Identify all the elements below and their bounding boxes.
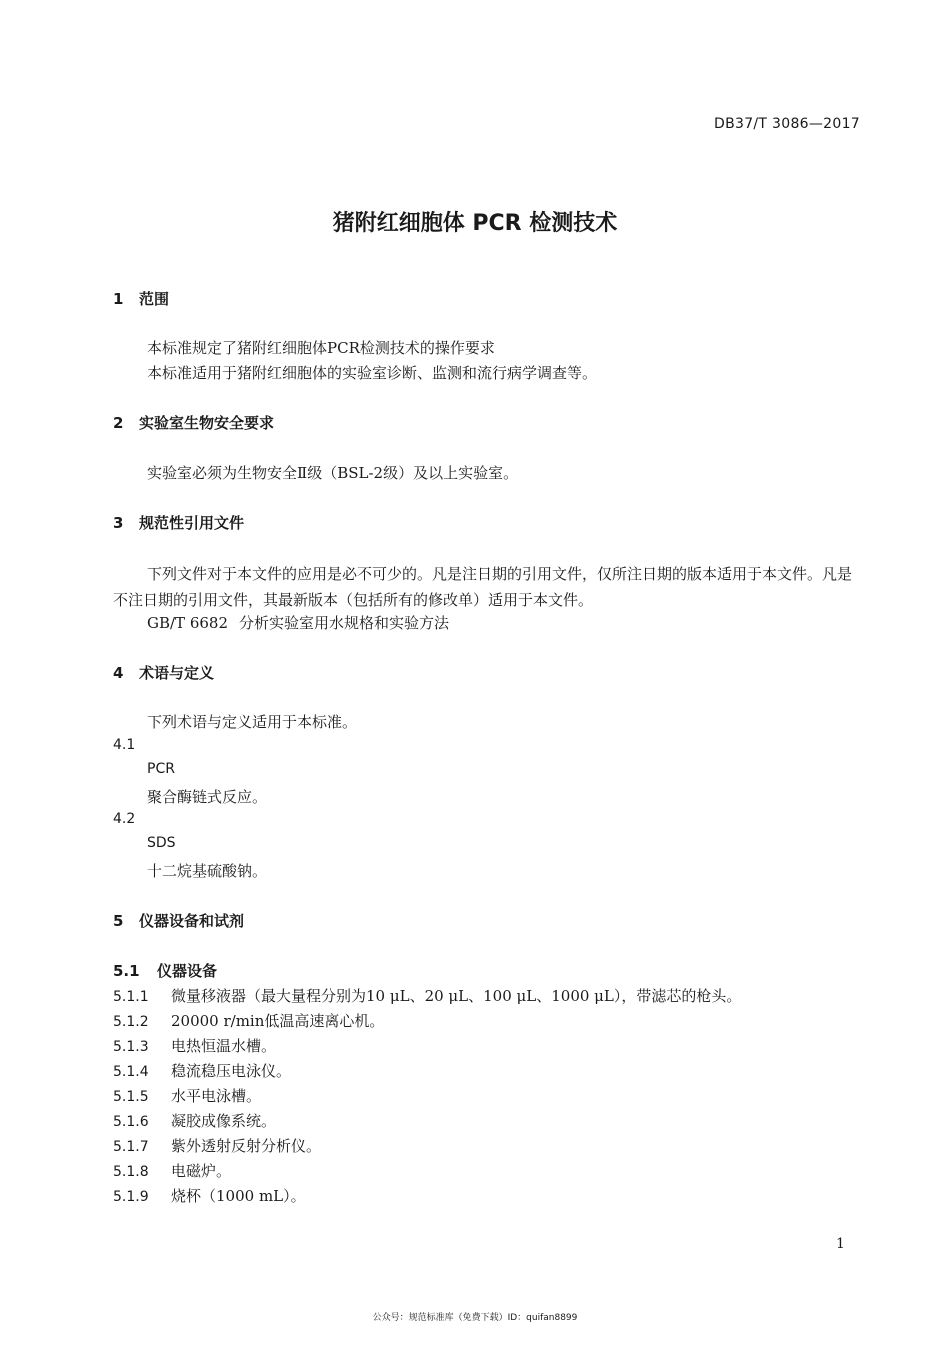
item-text: 紫外透射反射分析仪。	[171, 1137, 322, 1155]
section-title: 实验室生物安全要求	[139, 414, 275, 432]
item-number: 5.1.7	[113, 1139, 149, 1155]
document-title: 猪附红细胞体 PCR 检测技术	[332, 211, 618, 236]
subsection-title: 仪器设备	[157, 962, 218, 980]
section-title: 术语与定义	[139, 664, 215, 682]
item-number: 5.1.3	[113, 1039, 149, 1055]
list-item	[113, 1060, 291, 1081]
reference-title: 分析实验室用水规格和实验方法	[239, 614, 450, 632]
section-4-heading	[113, 662, 214, 683]
section-number: 5	[113, 912, 124, 930]
item-text: 凝胶成像系统。	[171, 1112, 277, 1130]
item-text: 稳流稳压电泳仪。	[171, 1062, 292, 1080]
term-name: PCR	[147, 761, 175, 777]
item-number: 5.1.5	[113, 1089, 149, 1105]
paragraph: 下列文件对于本文件的应用是必不可少的。凡是注日期的引用文件，仅所注日期的版本适用于本文件。凡是不注日期的引用文件，其最新版本（包括所有的修改单）适用于本文件。	[113, 565, 853, 609]
item-number: 5.1.9	[113, 1189, 149, 1205]
section-1-heading	[113, 288, 169, 309]
section-title: 规范性引用文件	[139, 514, 245, 532]
item-text: 微量移液器（最大量程分别为10 μL、20 μL、100 μL、1000 μL），带滤芯的枪头。	[171, 987, 742, 1005]
footer-watermark: 公众号：规范标准库（免费下载）ID：quifan8899	[372, 1313, 578, 1323]
item-text: 电磁炉。	[171, 1162, 232, 1180]
normative-reference	[147, 612, 449, 633]
term-number: 4.2	[113, 811, 136, 827]
item-text: 20000 r/min低温高速离心机。	[171, 1012, 385, 1030]
term-name: SDS	[147, 835, 176, 851]
subsection-heading	[113, 960, 217, 981]
list-item	[113, 985, 741, 1006]
section-number: 3	[113, 514, 124, 532]
section-title: 范围	[139, 290, 170, 308]
section-number: 1	[113, 290, 124, 308]
item-text: 烧杯（1000 mL）。	[171, 1187, 306, 1205]
section-title: 仪器设备和试剂	[139, 912, 245, 930]
item-number: 5.1.8	[113, 1164, 149, 1180]
list-item	[113, 1035, 276, 1056]
item-text: 水平电泳槽。	[171, 1087, 262, 1105]
section-3-heading	[113, 512, 244, 533]
list-item	[113, 1160, 231, 1181]
list-item	[113, 1185, 306, 1206]
section-5-heading	[113, 910, 244, 931]
item-number: 5.1.2	[113, 1014, 149, 1030]
list-item	[113, 1085, 261, 1106]
section-2-heading	[113, 412, 274, 433]
term-definition: 聚合酶链式反应。	[147, 788, 268, 806]
list-item	[113, 1010, 384, 1031]
item-number: 5.1.1	[113, 989, 149, 1005]
reference-code: GB/T 6682	[147, 614, 229, 632]
subsection-number: 5.1	[113, 962, 140, 980]
paragraph: 本标准适用于猪附红细胞体的实验室诊断、监测和流行病学调查等。	[147, 364, 598, 382]
list-item	[113, 1135, 321, 1156]
paragraph: 实验室必须为生物安全Ⅱ级（BSL-2级）及以上实验室。	[147, 464, 519, 482]
item-number: 5.1.6	[113, 1114, 149, 1130]
page-number: 1	[836, 1236, 845, 1252]
list-item	[113, 1110, 276, 1131]
term-definition: 十二烷基硫酸钠。	[147, 862, 268, 880]
standard-number: DB37/T 3086—2017	[714, 116, 860, 132]
paragraph: 下列术语与定义适用于本标准。	[147, 713, 358, 731]
section-number: 4	[113, 664, 124, 682]
section-number: 2	[113, 414, 124, 432]
paragraph: 本标准规定了猪附红细胞体PCR检测技术的操作要求	[147, 339, 495, 357]
term-number: 4.1	[113, 737, 136, 753]
item-text: 电热恒温水槽。	[171, 1037, 277, 1055]
item-number: 5.1.4	[113, 1064, 149, 1080]
